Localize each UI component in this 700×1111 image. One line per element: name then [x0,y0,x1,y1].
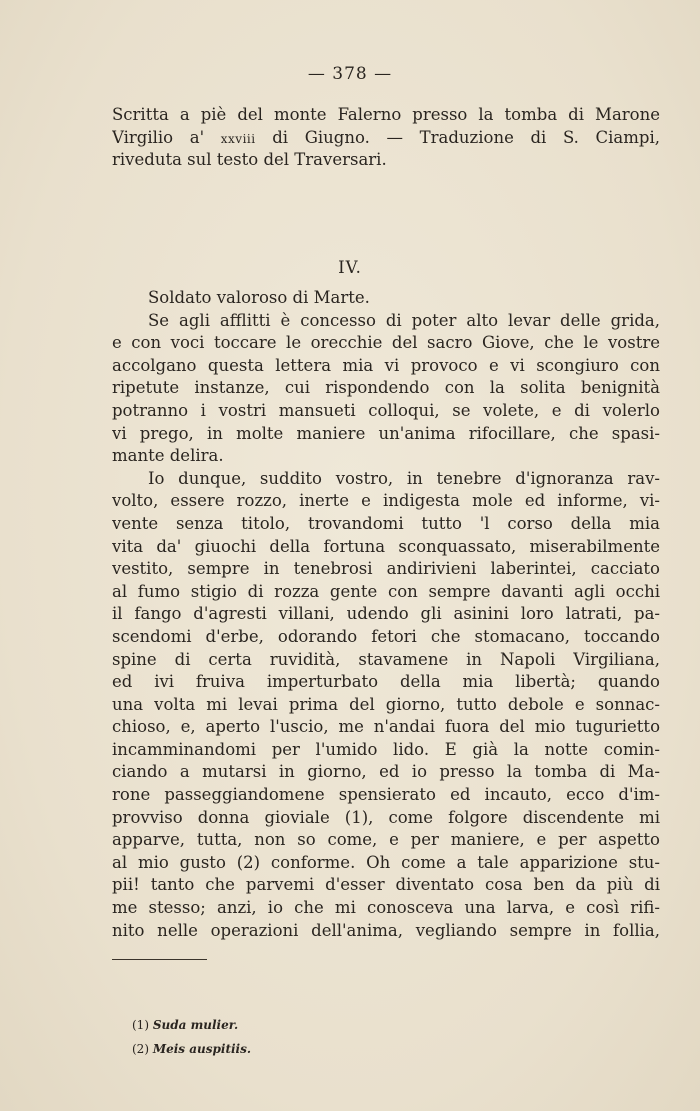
body-line: pii! tanto che parvemi d'esser diventato cosa ben da più di [112,875,660,895]
header-note [112,104,660,172]
page-number: — 378 — [307,64,393,84]
body-line: spine di certa ruvidità, stavamene in Napoli Virgiliana, [112,649,660,669]
footnote-mark: (2) [132,1042,149,1056]
footnote-2 [132,1037,251,1061]
body-line: nito nelle operazioni dell'anima, vegliando sempre in follia, [112,920,660,940]
body-line: il fango d'agresti villani, udendo gli asinini loro latrati, pa- [112,604,660,624]
body-line: accolgano questa lettera mia vi provoco e vi scongiuro con [112,355,660,375]
body-line: provviso donna gioviale (1), come folgore discendente mi [112,807,660,827]
header-note-line-2-post: di Giugno. — Traduzione di S. Ciampi, [255,127,660,147]
section-numeral: IV. [338,258,362,277]
body-line: ciando a mutarsi in giorno, ed io presso la tomba di Ma- [112,762,660,782]
body-line: incamminandomi per l'umido lido. E già la notte comin- [112,739,660,759]
salutation: Soldato valoroso di Marte. [148,288,370,307]
footnote-text: Suda mulier. [152,1018,239,1032]
header-note-line-2 [112,127,660,150]
footnote-text: Meis auspitiis. [152,1042,252,1056]
body-line: una volta mi levai prima del giorno, tutto debole e sonnac- [112,694,660,714]
footnote-divider [112,959,207,960]
body-line: vita da' giuochi della fortuna sconquassato, miserabilmente [112,536,660,556]
body-line: e con voci toccare le orecchie del sacro Giove, che le vostre [112,333,660,353]
body-line: vente senza titolo, trovandomi tutto 'l corso della mia [112,513,660,533]
body-line: potranno i vostri mansueti colloqui, se volete, e di volerlo [112,400,660,420]
footnote-1 [132,1013,251,1037]
body-line: volto, essere rozzo, inerte e indigesta mole ed informe, vi- [112,491,660,511]
body-line: rone passeggiandomene spensierato ed incauto, ecco d'im- [112,785,660,805]
body-line: ed ivi fruiva imperturbato della mia libertà; quando [112,672,660,692]
body-line: chioso, e, aperto l'uscio, me n'andai fuora del mio tugurietto [112,717,660,737]
body-line: mante delira. [112,446,224,466]
body-line: me stesso; anzi, io che mi conosceva una larva, e così rifi- [112,898,660,918]
header-note-date-numeral: xxviii [220,131,256,146]
body-line: Se agli afflitti è concesso di poter alto levar delle grida, [148,310,660,330]
footnotes [132,1013,251,1061]
header-note-line-2-pre: Virgilio a' [112,127,221,147]
header-note-line-3: riveduta sul testo del Traversari. [112,150,387,170]
body-line: al mio gusto (2) conforme. Oh come a tale apparizione stu- [112,852,660,872]
letter-body [112,287,660,942]
body-line: ripetute instanze, cui rispondendo con la solita benignità [112,378,660,398]
header-note-line-1: Scritta a piè del monte Falerno presso la tomba di Marone [112,105,660,124]
footnote-mark: (1) [132,1018,149,1032]
body-line: scendomi d'erbe, odorando fetori che stomacano, toccando [112,626,660,646]
body-line: vi prego, in molte maniere un'anima rifocillare, che spasi- [112,423,660,443]
body-line: Io dunque, suddito vostro, in tenebre d'ignoranza rav- [148,468,660,488]
body-line: apparve, tutta, non so come, e per maniere, e per aspetto [112,830,660,850]
body-line: vestito, sempre in tenebrosi andirivieni laberintei, cacciato [112,559,660,579]
body-line: al fumo stigio di rozza gente con sempre davanti agli occhi [112,581,660,601]
